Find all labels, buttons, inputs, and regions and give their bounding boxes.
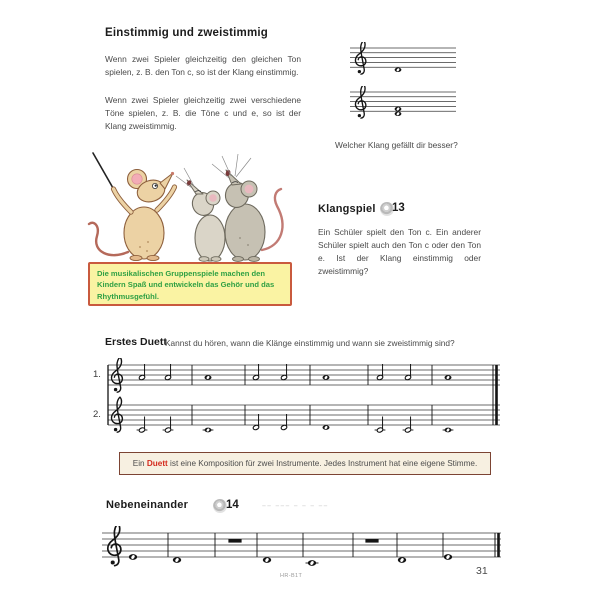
half-note: [253, 375, 260, 381]
half-note: [139, 375, 146, 381]
mice-illustration: [86, 146, 298, 264]
staff-single-tone: [350, 42, 456, 76]
klangspiel-heading: Klangspiel: [318, 203, 376, 215]
page-title: Einstimmig und zweistimmig: [105, 27, 269, 39]
info-term-duett: Duett: [146, 459, 168, 468]
nebeneinander-heading: Nebeneinander: [106, 499, 189, 511]
staff-two-tones: [350, 86, 456, 120]
final-barline-thick: [495, 365, 498, 425]
question-which-sound: Welcher Klang gefällt dir besser?: [335, 140, 458, 150]
info-prefix: Ein: [132, 459, 147, 468]
singing-mouse-front: [176, 168, 225, 261]
mouse-tail: [262, 189, 282, 250]
cd-track-icon: [213, 499, 227, 513]
info-rest: ist eine Komposition für zwei Instrumente. Jedes Instrument hat eine eigene Stimme.: [167, 459, 478, 468]
half-note: [281, 425, 288, 431]
duett-info-box: [119, 452, 491, 475]
track-number-14: 14: [226, 499, 239, 511]
whole-rest: [365, 539, 378, 543]
whiskers: [212, 154, 251, 178]
half-note: [405, 375, 412, 381]
voice-1-label: 1.: [93, 369, 101, 380]
treble-clef-icon: [355, 86, 365, 118]
half-note: [405, 427, 412, 433]
duett-heading: Erstes Duett: [105, 336, 167, 348]
conductor-mouse: [89, 153, 175, 261]
nebeneinander-staff: [100, 526, 505, 568]
footer-code: HR-B1T: [280, 573, 303, 579]
half-note: [165, 427, 172, 433]
faded-annotation: –– ––– – – – ––: [262, 503, 329, 510]
whole-rest: [228, 539, 241, 543]
duet-staves: [104, 358, 504, 436]
half-note: [281, 375, 288, 381]
baton-icon: [93, 153, 113, 188]
half-note: [165, 375, 172, 381]
track-number-13: 13: [392, 202, 405, 214]
mouse-tail: [89, 223, 128, 255]
klangspiel-text: Ein Schüler spielt den Ton c. Ein anderer Schüler spielt auch den Ton c oder den Ton e. Ist der Klang einstimmig oder zweistimmig?: [318, 227, 481, 277]
mouse-nose: [171, 172, 174, 175]
duett-info-text: [133, 459, 478, 468]
intro-paragraph-1: Wenn zwei Spieler gleichzeitig den gleichen Ton spielen, z. B. den Ton c, so ist der Klang einstimmig.: [105, 54, 301, 78]
tip-box: [88, 262, 292, 306]
treble-clef-icon: [355, 42, 365, 74]
half-note: [139, 427, 146, 433]
final-barline-thick: [497, 533, 500, 557]
half-note: [377, 427, 384, 433]
half-note: [253, 425, 260, 431]
tip-text: Die musikalischen Gruppenspiele machen den Kindern Spaß und entwickeln das Gehör und das Rhythmusgefühl.: [97, 269, 275, 301]
voice-2-label: 2.: [93, 409, 101, 420]
page-number: 31: [476, 565, 488, 577]
half-note: [377, 375, 384, 381]
treble-clef-icon: [108, 526, 121, 566]
intro-paragraph-2: Wenn zwei Spieler gleichzeitig zwei verschiedene Töne spielen, z. B. die Töne c und e, so ist der Klang zweistimmig.: [105, 95, 301, 132]
duett-question: Kannst du hören, wann die Klänge einstimmig und wann sie zweistimmig sind?: [165, 338, 455, 348]
